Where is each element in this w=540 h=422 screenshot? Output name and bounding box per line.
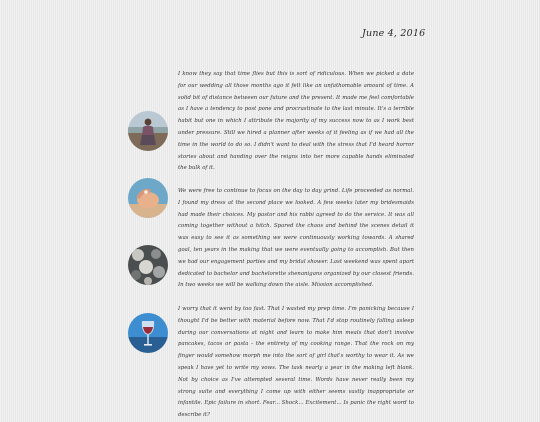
flowers-photo-icon	[128, 245, 168, 285]
avatar-flowers[interactable]	[128, 245, 168, 285]
entry-paragraph-3: I worry that it went by too fast. That I wasted my prep time. I'm panicking because I thought I'd be better with material before now. That I'd stop routinely falling asleep during our conversations at night and learn to make him meals that don't involve pancakes, tacos or pasta - the entirety of my cooking range. That the rock on my finger would somehow morph me into the sort of girl that's worthy to wear it. As we speak I have yet to write my vows. The task nearly a year in the making left blank. Not by choice as I've attempted several time. Words have never really been my strong suite and everything I come up with either seems vastly inappropriate or infantile. Epic failure in short. Fear... Shock... Excitement... Is panic the right word to describe it?	[178, 306, 414, 419]
hand-ring-photo-icon	[128, 178, 168, 218]
avatar-wine-glass[interactable]	[128, 313, 168, 353]
entry-paragraph-1: I know they say that time flies but this is sort of ridiculous. When we picked a date for our wedding all those months ago it felt like an unfathomable amount of time. A solid bit of distance between our future and the present. It made me feel comfortable as I have a tendency to post pone and procrastinate to the last minute. It's a terrible habit but one in which I attribute the majority of my success now to as I work best under pressure. Still we hired a planner after weeks of it feeling as if we had all the time in the world to do so. I didn't want to deal with the stress that I'd heard horror stories about and handing over the reigns into her more capable hands eliminated the bulk of it.	[178, 71, 414, 172]
entry-paragraph-2: We were free to continue to focus on the day to day grind. Life proceeded as normal. I found my dress at the second place we looked. A few weeks later my bridesmaids had made their choices. My pastor and his rabbi agreed to do the service. It was all coming together without a hitch. Spared the chaos and behind the scenes detail it was easy to see it as something we were continuously working towards. A shared goal, ten years in the making that we were eventually going to accomplish. But then we had our engagement parties and my bridal shower. Last weekend was spent apart dedicated to bachelor and bachelorette shenanigans organized by our closest friends. In two weeks we will be walking down the aisle. Mission accomplished.	[178, 188, 414, 289]
woman-lake-photo-icon	[128, 111, 168, 151]
wine-glass-photo-icon	[128, 313, 168, 353]
avatar-hand-ring[interactable]	[128, 178, 168, 218]
avatar-woman-lake[interactable]	[128, 111, 168, 151]
entry-date: June 4, 2016	[362, 28, 426, 39]
